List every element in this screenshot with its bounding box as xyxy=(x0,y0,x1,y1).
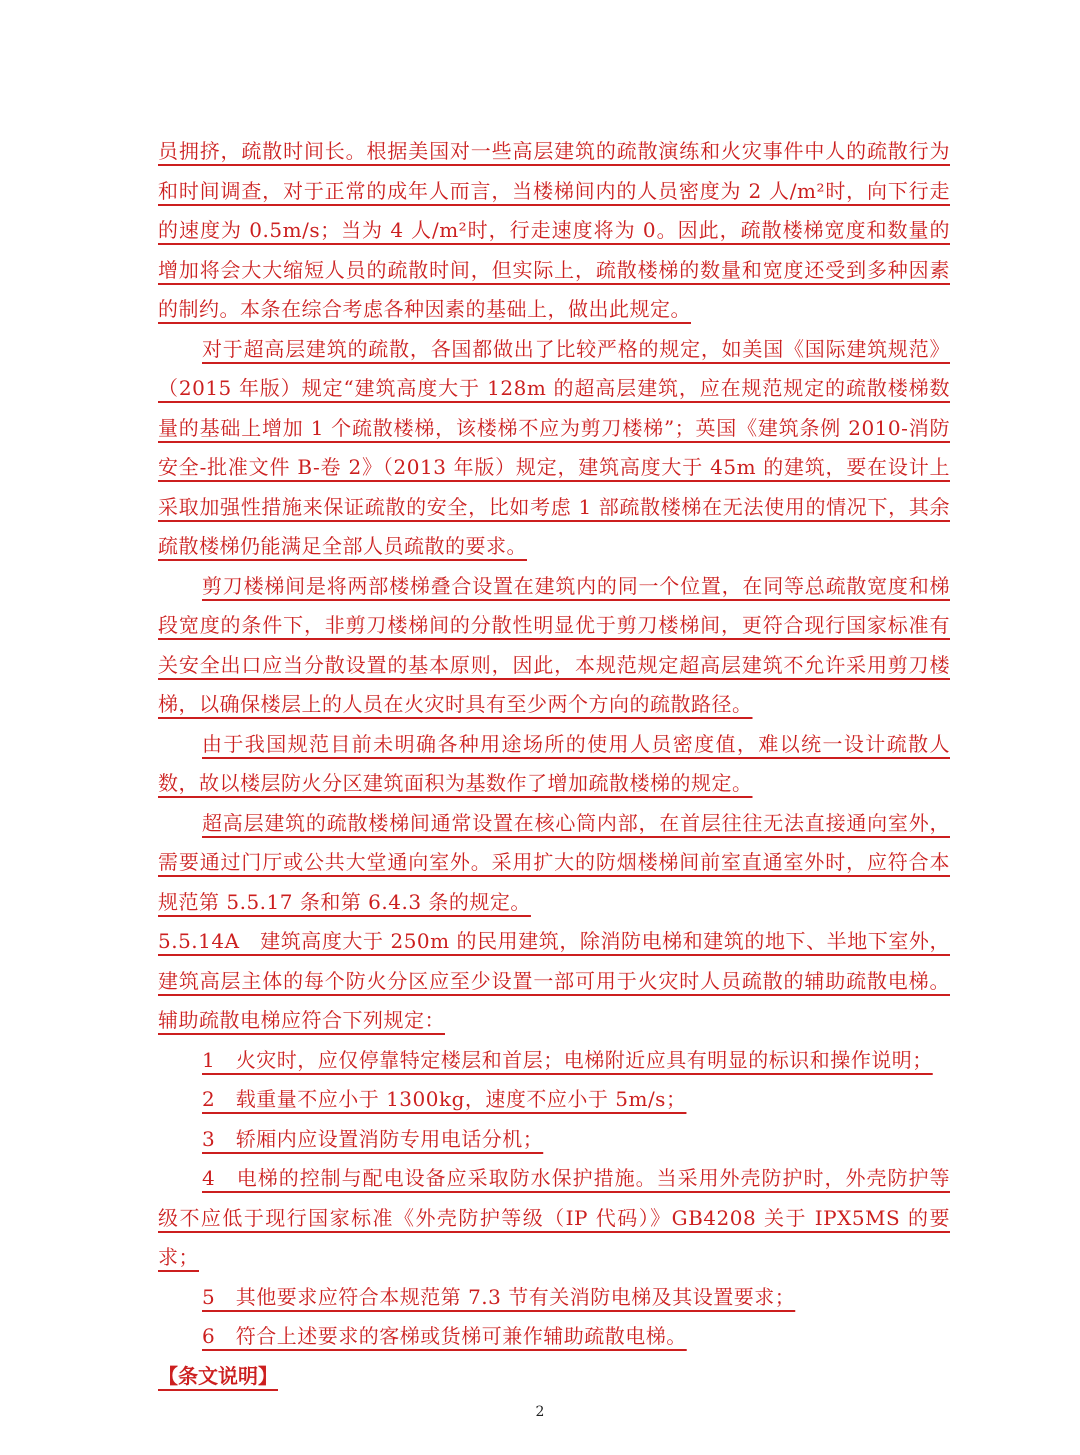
paragraph-3: 剪刀楼梯间是将两部楼梯叠合设置在建筑内的同一个位置，在同等总疏散宽度和梯段宽度的条件下，非剪刀楼梯间的分散性明显优于剪刀楼梯间，更符合现行国家标准有关安全出口应当分散设置的基本原则，因此，本规范规定超高层建筑不允许采用剪刀楼梯，以确保楼层上的人员在火灾时具有至少两个方向的疏散路径。 xyxy=(158,573,950,716)
paragraph-2: 对于超高层建筑的疏散，各国都做出了比较严格的规定，如美国《国际建筑规范》（2015 年版）规定“建筑高度大于 128m 的超高层建筑，应在规范规定的疏散楼梯数量的基础上增加 1 个疏散楼梯，该楼梯不应为剪刀楼梯”；英国《建筑条例 2010-消防安全-批准文件 B-卷 2》（2013 年版）规定，建筑高度大于 45m 的建筑，要在设计上采取加强性措施来保证疏散的安全，比如考虑 1 部疏散楼梯在无法使用的情况下，其余疏散楼梯仍能满足全部人员疏散的要求。 xyxy=(158,336,950,558)
document-body xyxy=(158,132,950,1396)
clause-item-1: 1 火灾时，应仅停靠特定楼层和首层；电梯附近应具有明显的标识和操作说明； xyxy=(202,1047,933,1072)
paragraph-1: 员拥挤，疏散时间长。根据美国对一些高层建筑的疏散演练和火灾事件中人的疏散行为和时间调查，对于正常的成年人而言，当楼梯间内的人员密度为 2 人/m²时，向下行走的速度为 0.5m/s；当为 4 人/m²时，行走速度将为 0。因此，疏散楼梯宽度和数量的增加将会大大缩短人员的疏散时间，但实际上，疏散楼梯的数量和宽度还受到多种因素的制约。本条在综合考虑各种因素的基础上，做出此规定。 xyxy=(158,139,950,321)
clause-5-5-14a: 5.5.14A 建筑高度大于 250m 的民用建筑，除消防电梯和建筑的地下、半地下室外，建筑高层主体的每个防火分区应至少设置一部可用于火灾时人员疏散的辅助疏散电梯。辅助疏散电梯应符合下列规定： xyxy=(158,929,950,1032)
page-number: 2 xyxy=(535,1404,545,1420)
clause-item-6: 6 符合上述要求的客梯或货梯可兼作辅助疏散电梯。 xyxy=(202,1324,687,1348)
clause-item-2: 2 载重量不应小于 1300kg，速度不应小于 5m/s； xyxy=(202,1087,687,1111)
clause-item-3: 3 轿厢内应设置消防专用电话分机； xyxy=(202,1126,544,1151)
section-note-heading: 【条文说明】 xyxy=(158,1363,278,1388)
paragraph-4: 由于我国规范目前未明确各种用途场所的使用人员密度值，难以统一设计疏散人数，故以楼层防火分区建筑面积为基数作了增加疏散楼梯的规定。 xyxy=(158,731,950,795)
clause-item-5: 5 其他要求应符合本规范第 7.3 节有关消防电梯及其设置要求； xyxy=(202,1284,796,1309)
paragraph-5: 超高层建筑的疏散楼梯间通常设置在核心筒内部，在首层往往无法直接通向室外，需要通过门厅或公共大堂通向室外。采用扩大的防烟楼梯间前室直通室外时，应符合本规范第 5.5.17 条和第 6.4.3 条的规定。 xyxy=(158,810,950,914)
clause-item-4: 4 电梯的控制与配电设备应采取防水保护措施。当采用外壳防护时，外壳防护等级不应低于现行国家标准《外壳防护等级（IP 代码）》GB4208 关于 IPX5MS 的要求； xyxy=(158,1166,950,1269)
